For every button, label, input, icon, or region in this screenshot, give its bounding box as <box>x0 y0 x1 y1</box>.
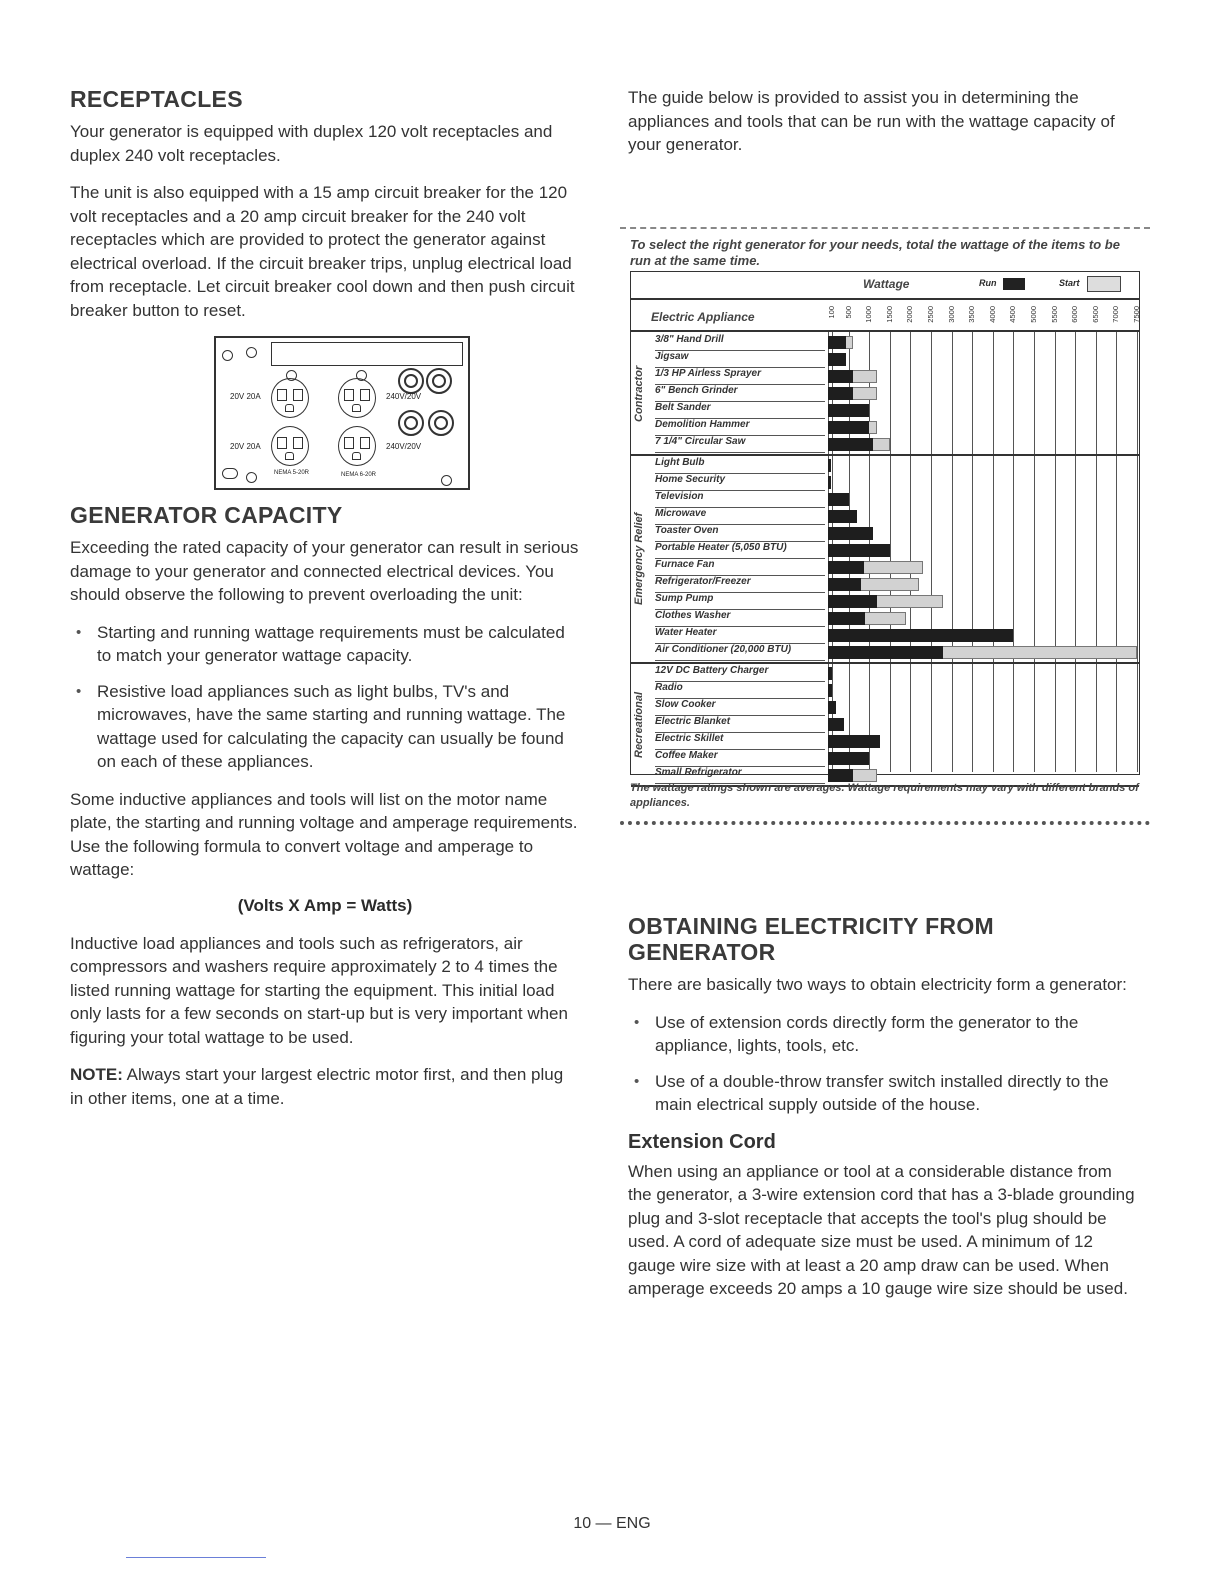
run-wattage-bar <box>828 718 844 731</box>
run-wattage-bar <box>828 561 864 574</box>
grid-line <box>1034 332 1035 772</box>
breaker-button-icon <box>426 368 452 394</box>
appliance-name: Electric Blanket <box>655 716 825 733</box>
x-tick-label: 3000 <box>946 306 956 323</box>
run-wattage-bar <box>828 629 1013 642</box>
run-wattage-bar <box>828 476 831 489</box>
legend-run-label: Run <box>979 278 997 288</box>
appliance-name: Light Bulb <box>655 457 825 474</box>
category-label: Recreational <box>633 691 645 758</box>
grid-line <box>1013 332 1014 772</box>
capacity-paragraph-3: Inductive load appliances and tools such as refrigerators, air compressors and washers require approximately 2 to 4 times the listed running wattage for starting the equipment. This initial load only lasts for a few seconds on start-up but is very important when figuring your total wattage to be used. <box>70 933 568 1047</box>
breaker-button-icon <box>398 368 424 394</box>
right-column <box>628 86 1140 171</box>
generator-capacity-heading: GENERATOR CAPACITY <box>70 502 343 528</box>
run-wattage-bar <box>828 438 873 451</box>
x-tick-label: 7000 <box>1111 306 1121 323</box>
receptacle-panel-diagram <box>214 336 470 490</box>
group-divider <box>631 454 1139 456</box>
list-item: • Use of a double-throw transfer switch installed directly to the main electrical supply outside of the house. <box>628 1070 1140 1117</box>
panel-screw-icon <box>441 475 452 486</box>
grid-line <box>931 332 932 772</box>
capacity-bullet-list <box>70 621 580 774</box>
x-tick-label: 2500 <box>926 306 935 323</box>
x-tick-label: 1000 <box>864 306 874 323</box>
header-divider <box>631 298 1139 300</box>
x-tick-label: 6000 <box>1070 306 1080 323</box>
x-tick-label: 4500 <box>1008 306 1018 323</box>
legend-run-swatch <box>1003 278 1025 290</box>
breaker-button-icon <box>428 410 454 436</box>
panel-screw-icon <box>222 350 233 361</box>
x-tick-label: 7500 <box>1132 306 1141 323</box>
appliance-name: Electric Skillet <box>655 733 825 750</box>
note-label: NOTE: <box>70 1065 123 1084</box>
appliance-name: Small Refrigerator <box>655 767 825 784</box>
nema-label: NEMA 6-20R <box>341 472 377 478</box>
x-tick-label: 1500 <box>884 306 894 323</box>
appliance-name: Toaster Oven <box>655 525 825 542</box>
page-number: 10 — ENG <box>573 1515 651 1532</box>
grid-line <box>890 332 891 772</box>
x-tick-label: 500 <box>843 306 853 319</box>
list-item: • Use of extension cords directly form the generator to the appliance, lights, tools, etc. <box>628 1011 1140 1058</box>
outlet-120v-icon <box>271 378 309 418</box>
appliance-name: Slow Cooker <box>655 699 825 716</box>
receptacle-label: 240V/20V <box>386 392 422 401</box>
wattage-title-row <box>631 272 1139 298</box>
left-column <box>70 86 580 1124</box>
appliance-name: Television <box>655 491 825 508</box>
x-tick-label: 5000 <box>1029 306 1038 323</box>
run-wattage-bar <box>828 684 832 697</box>
receptacles-paragraph-2: The unit is also equipped with a 15 amp circuit breaker for the 120 volt receptacles and a 20 amp circuit breaker for the 240 volt receptacles which are provided to protect the generator against electrical overload. If the circuit breaker trips, unplug electrical load from receptacle. Let circuit breaker cool down and then push circuit breaker button to reset. <box>70 183 575 320</box>
wattage-formula: (Volts X Amp = Watts) <box>237 895 413 915</box>
x-tick-label: 100 <box>827 306 837 319</box>
extension-cord-paragraph: When using an appliance or tool at a considerable distance from the generator, a 3-wire extension cord that has a 3-blade grounding plug and 3-slot receptacle that accepts the tool's plug should be used. A cord of adequate size must be used. A minimum of 12 gauge wire size with at least a 20 amp draw can be used. When amperage exceeds 20 amps a 10 gauge wire size should be used. <box>628 1161 1135 1298</box>
receptacle-label: 240V/20V <box>386 442 422 451</box>
extension-cord-heading: Extension Cord <box>628 1130 776 1153</box>
obtaining-heading-line-1: OBTAINING ELECTRICITY FROM <box>628 913 994 939</box>
run-wattage-bar <box>828 493 849 506</box>
guide-footer-note: The wattage ratings shown are averages. Wattage requirements may vary with different brands of appliances. <box>630 782 1139 809</box>
legend-start-label: Start <box>1059 278 1080 288</box>
appliance-name: Home Security <box>655 474 825 491</box>
appliance-name: Demolition Hammer <box>655 419 825 436</box>
grid-line <box>1055 332 1056 772</box>
appliance-name: 3/8" Hand Drill <box>655 334 825 351</box>
capacity-paragraph-1: Exceeding the rated capacity of your generator can result in serious damage to your generator and connected electrical devices. You should observe the following to prevent overloading the unit: <box>70 538 579 604</box>
grid-line <box>1075 332 1076 772</box>
x-tick-label: 5500 <box>1049 306 1059 323</box>
appliance-name: Air Conditioner (20,000 BTU) <box>655 644 825 661</box>
capacity-paragraph-2: Some inductive appliances and tools will list on the motor name plate, the starting and running voltage and amperage requirements. Use the following formula to convert voltage and amperage to wattage: <box>70 789 578 879</box>
run-wattage-bar <box>828 387 853 400</box>
receptacle-label: 20V 20A <box>230 442 261 451</box>
run-wattage-bar <box>828 370 853 383</box>
run-wattage-bar <box>828 459 831 472</box>
run-wattage-bar <box>828 544 890 557</box>
grid-line <box>1096 332 1097 772</box>
appliance-name: Jigsaw <box>655 351 825 368</box>
appliance-name: Belt Sander <box>655 402 825 419</box>
appliance-name: 6" Bench Grinder <box>655 385 825 402</box>
outlet-240v-icon <box>338 426 376 466</box>
breaker-button-icon <box>398 410 424 436</box>
appliance-name: Portable Heater (5,050 BTU) <box>655 542 825 559</box>
panel-screw-icon <box>246 347 257 358</box>
note-text: Always start your largest electric motor first, and then plug in other items, one at a time. <box>70 1065 564 1108</box>
legend-start-swatch <box>1087 276 1121 292</box>
receptacles-heading: RECEPTACLES <box>70 86 243 112</box>
receptacle-label: 20V 20A <box>230 392 261 401</box>
panel-screw-icon <box>246 472 257 483</box>
run-wattage-bar <box>828 404 869 417</box>
wattage-guide-chart <box>620 227 1150 825</box>
x-tick-label: 4000 <box>987 306 997 323</box>
run-wattage-bar <box>828 578 861 591</box>
run-wattage-bar <box>828 646 943 659</box>
appliance-name: Coffee Maker <box>655 750 825 767</box>
obtaining-heading-line-2: GENERATOR <box>628 939 776 965</box>
footer-rule <box>126 1557 266 1558</box>
grid-line <box>952 332 953 772</box>
grid-line <box>993 332 994 772</box>
run-wattage-bar <box>828 701 836 714</box>
capacity-note <box>70 1063 580 1110</box>
appliance-name: Water Heater <box>655 627 825 644</box>
appliance-name: Furnace Fan <box>655 559 825 576</box>
obtaining-heading <box>628 913 1140 965</box>
appliance-name: Clothes Washer <box>655 610 825 627</box>
group-divider <box>631 662 1139 664</box>
grid-line <box>1137 332 1138 772</box>
guide-intro: The guide below is provided to assist you in determining the appliances and tools that can be run with the wattage capacity of your generator. <box>628 88 1115 154</box>
obtaining-paragraph-1: There are basically two ways to obtain electricity form a generator: <box>628 975 1127 994</box>
circuit-breaker-bar <box>271 342 463 366</box>
run-wattage-bar <box>828 527 873 540</box>
electric-appliance-label: Electric Appliance <box>651 310 755 324</box>
category-label: Contractor <box>633 365 645 422</box>
run-wattage-bar <box>828 353 846 366</box>
obtaining-bullet-list <box>628 1011 1140 1117</box>
outlet-240v-icon <box>338 378 376 418</box>
appliance-name: Refrigerator/Freezer <box>655 576 825 593</box>
panel-screw-icon <box>222 468 238 479</box>
wattage-grid <box>630 271 1141 778</box>
appliance-name: 12V DC Battery Charger <box>655 665 825 682</box>
header-divider <box>631 330 1139 332</box>
grid-line <box>972 332 973 772</box>
list-item: • Resistive load appliances such as light bulbs, TV's and microwaves, have the same starting and running wattage. The wattage used for calculating the capacity can usually be found on each of these appliances. <box>70 680 580 774</box>
wattage-title: Wattage <box>863 277 910 291</box>
nema-label: NEMA 5-20R <box>274 470 310 476</box>
appliance-name: Radio <box>655 682 825 699</box>
x-tick-label: 6500 <box>1090 306 1100 323</box>
category-label: Emergency Relief <box>633 512 645 606</box>
appliance-name: 7 1/4" Circular Saw <box>655 436 825 453</box>
outlet-120v-icon <box>271 426 309 466</box>
obtaining-section <box>628 913 1140 1315</box>
run-wattage-bar <box>828 595 877 608</box>
run-wattage-bar <box>828 510 857 523</box>
grid-line <box>1116 332 1117 772</box>
run-wattage-bar <box>828 752 869 765</box>
run-wattage-bar <box>828 667 832 680</box>
appliance-name: Microwave <box>655 508 825 525</box>
grid-line <box>910 332 911 772</box>
receptacles-paragraph-1: Your generator is equipped with duplex 120 volt receptacles and duplex 240 volt receptacles. <box>70 122 553 165</box>
guide-header-note: To select the right generator for your needs, total the wattage of the items to be run at the same time. <box>630 237 1120 268</box>
list-item: • Starting and running wattage requirements must be calculated to match your generator wattage capacity. <box>70 621 580 668</box>
appliance-name: 1/3 HP Airless Sprayer <box>655 368 825 385</box>
run-wattage-bar <box>828 336 846 349</box>
run-wattage-bar <box>828 612 865 625</box>
x-tick-label: 3500 <box>967 306 977 323</box>
x-tick-label: 2000 <box>905 306 915 323</box>
appliance-name: Sump Pump <box>655 593 825 610</box>
run-wattage-bar <box>828 735 880 748</box>
run-wattage-bar <box>828 421 869 434</box>
